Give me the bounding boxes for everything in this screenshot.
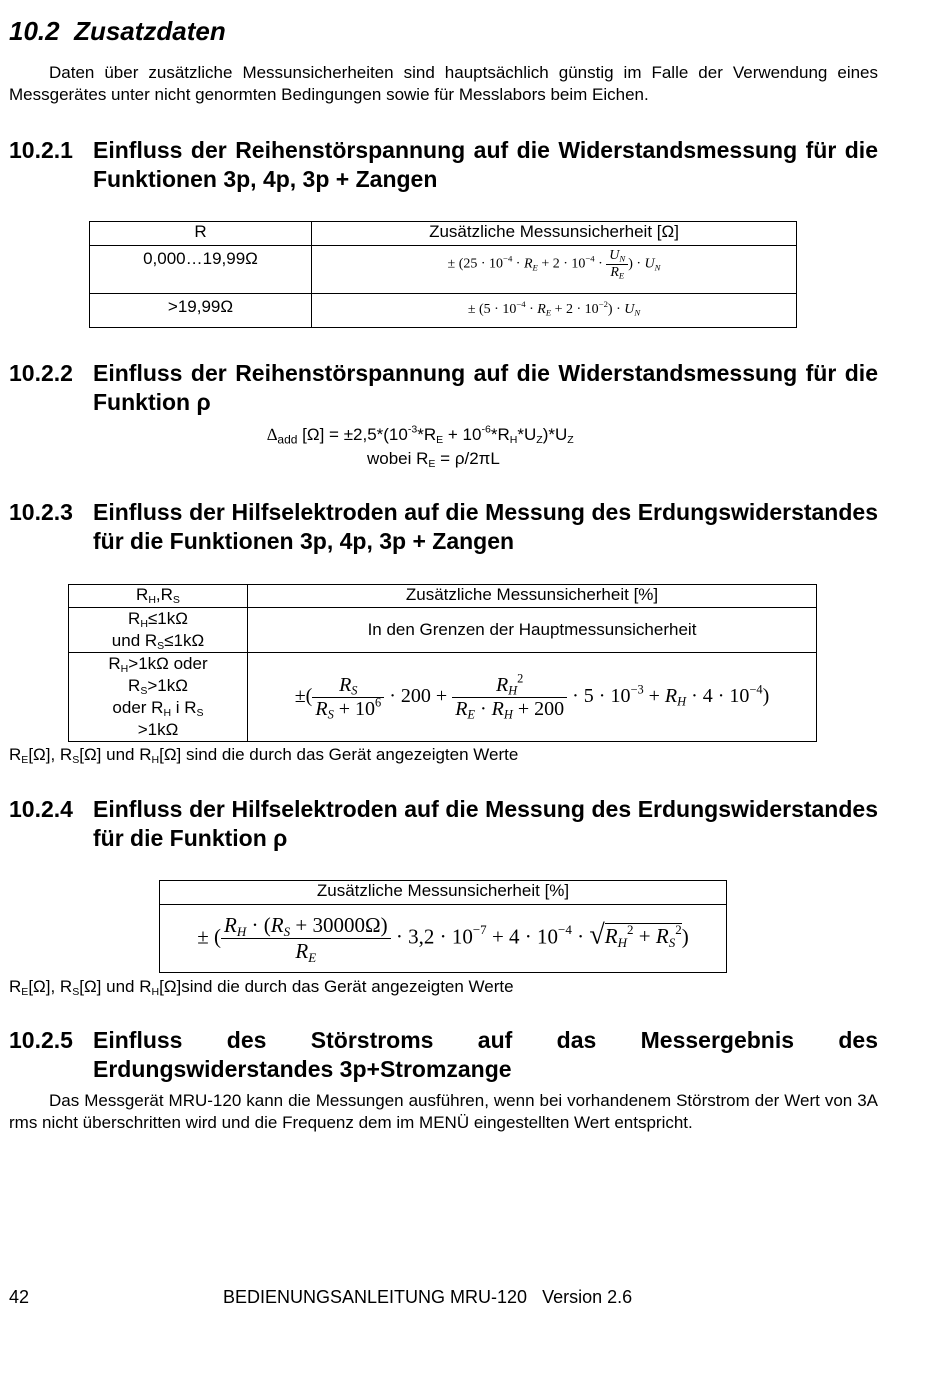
table-header-r: R <box>90 222 312 246</box>
formula-low-range: ± ($25 \cdot 10^{-4} \cdot R_E + 2 \cdot 10^{-4}$ · $\frac{U_N}{R_E}$ ) · $U_N$ <box>312 246 797 294</box>
rho-auxiliary-table <box>159 880 727 973</box>
subsection-5-heading <box>9 1026 878 1086</box>
subsection-4-heading <box>9 795 878 855</box>
rho-formula-line1: $\Delta_{add}$ $[\Omega] = \pm 2,5*(10^{-3}*R_E + 10^{-6}*R_H*U_Z)*U_Z$ <box>267 423 574 447</box>
section-number: 10.2 <box>9 16 60 46</box>
subsection-2-heading <box>9 359 878 419</box>
intro-paragraph <box>9 62 878 106</box>
formula-high-resistance: ±( $\frac{R_S}{R_S + 10^6}$ · 200 + $\frac{R_H^2}{R_E \cdot R_H + 200}$ · $5 \cdot 10^{-3} + R_H \cdot 4 \cdot 10^{-4}$) <box>248 653 817 742</box>
subsection-3-heading <box>9 498 878 558</box>
formula-high-range: ± $(5 \cdot 10^{-4} \cdot R_E + 2 \cdot 10^{-2}) \cdot U_N$ <box>312 294 797 328</box>
series-voltage-table <box>89 221 797 328</box>
subsection-3-number: 10.2.3 <box>9 499 73 525</box>
intro-text: Daten über zusätzliche Messunsicherheiten sind hauptsächlich günstig im Falle der Verwendung eines Messgerätes unter nicht genormten Bedingungen sowie für Messlabors beim Eichen. <box>9 63 878 104</box>
subsection-5-number: 10.2.5 <box>9 1027 73 1053</box>
formula-rho: ± ( $\frac{R_H \cdot (R_S + 30000\Omega)}{R_E}$ · $3,2 \cdot 10^{-7} + 4 \cdot 10^{-4} \cdot √R_H^2 + R_S^2$) <box>160 905 727 973</box>
subsection-4-note: $R_E[\Omega]$, $R_S[\Omega]$ und $R_H[\Omega]\sin d$ die durch das Gerät angezeigten Werte <box>9 977 514 999</box>
subsection-5-body: Das Messgerät MRU-120 kann die Messungen ausführen, wenn bei vorhandenem Störstrom der Wert von 3A rms nicht überschritten wird und die Frequenz dem im MENÜ eingestellten Wert entspricht. <box>9 1091 878 1132</box>
subsection-3-note: $R_E[\Omega]$, $R_S[\Omega]$ und $R_H[\Omega]$ sind die durch das Gerät angezeigten Werte <box>9 745 519 767</box>
page-number: 42 <box>9 1287 30 1307</box>
subsection-5-title: Einfluss des Störstroms auf das Messergebnis des Erdungswiderstandes 3p+Stromzange <box>93 1027 878 1082</box>
subsection-2-number: 10.2.2 <box>9 360 73 386</box>
subsection-4-number: 10.2.4 <box>9 796 73 822</box>
table-header-uncertainty-percent: Zusätzliche Messunsicherheit [%] <box>248 585 817 608</box>
uncertainty-main-limits: In den Grenzen der Hauptmessunsicherheit <box>248 608 817 653</box>
subsection-2-title: Einfluss der Reihenstörspannung auf die Widerstandsmessung für die Funktion ρ <box>93 360 878 415</box>
condition-low: $R_H\le 1k\Omega$ und $R_S\le 1k\Omega$ <box>69 608 248 653</box>
subsection-3-title: Einfluss der Hilfselektroden auf die Messung des Erdungswiderstandes für die Funktionen 3p, 4p, 3p + Zangen <box>93 499 878 554</box>
rho-formula-line2: wobei $R_E = \rho/2\pi L$ <box>367 449 500 471</box>
footer-title: BEDIENUNGSANLEITUNG MRU-120 Version 2.6 <box>223 1287 633 1307</box>
table-header-rh-rs: $R_H,R_S$ <box>69 585 248 608</box>
table-range-low: 0,000…19,99Ω <box>90 246 312 294</box>
section-title: Zusatzdaten <box>74 16 226 46</box>
subsection-1-number: 10.2.1 <box>9 137 73 163</box>
auxiliary-electrodes-table <box>68 584 817 742</box>
section-heading <box>9 16 226 47</box>
subsection-1-title: Einfluss der Reihenstörspannung auf die Widerstandsmessung für die Funktionen 3p, 4p, 3p + Zangen <box>93 137 878 192</box>
subsection-5-paragraph <box>9 1090 878 1134</box>
subsection-4-title: Einfluss der Hilfselektroden auf die Messung des Erdungswiderstandes für die Funktion ρ <box>93 796 878 851</box>
table-header-uncertainty-rho: Zusätzliche Messunsicherheit [%] <box>160 881 727 905</box>
table-range-high: >19,99Ω <box>90 294 312 328</box>
condition-high: $R_H>1k\Omega$ oder $R_S>1k\Omega$ oder $R_H$ i $R_S$ >1kΩ <box>69 653 248 742</box>
subsection-1-heading <box>9 136 878 196</box>
table-header-uncertainty: Zusätzliche Messunsicherheit [Ω] <box>312 222 797 246</box>
